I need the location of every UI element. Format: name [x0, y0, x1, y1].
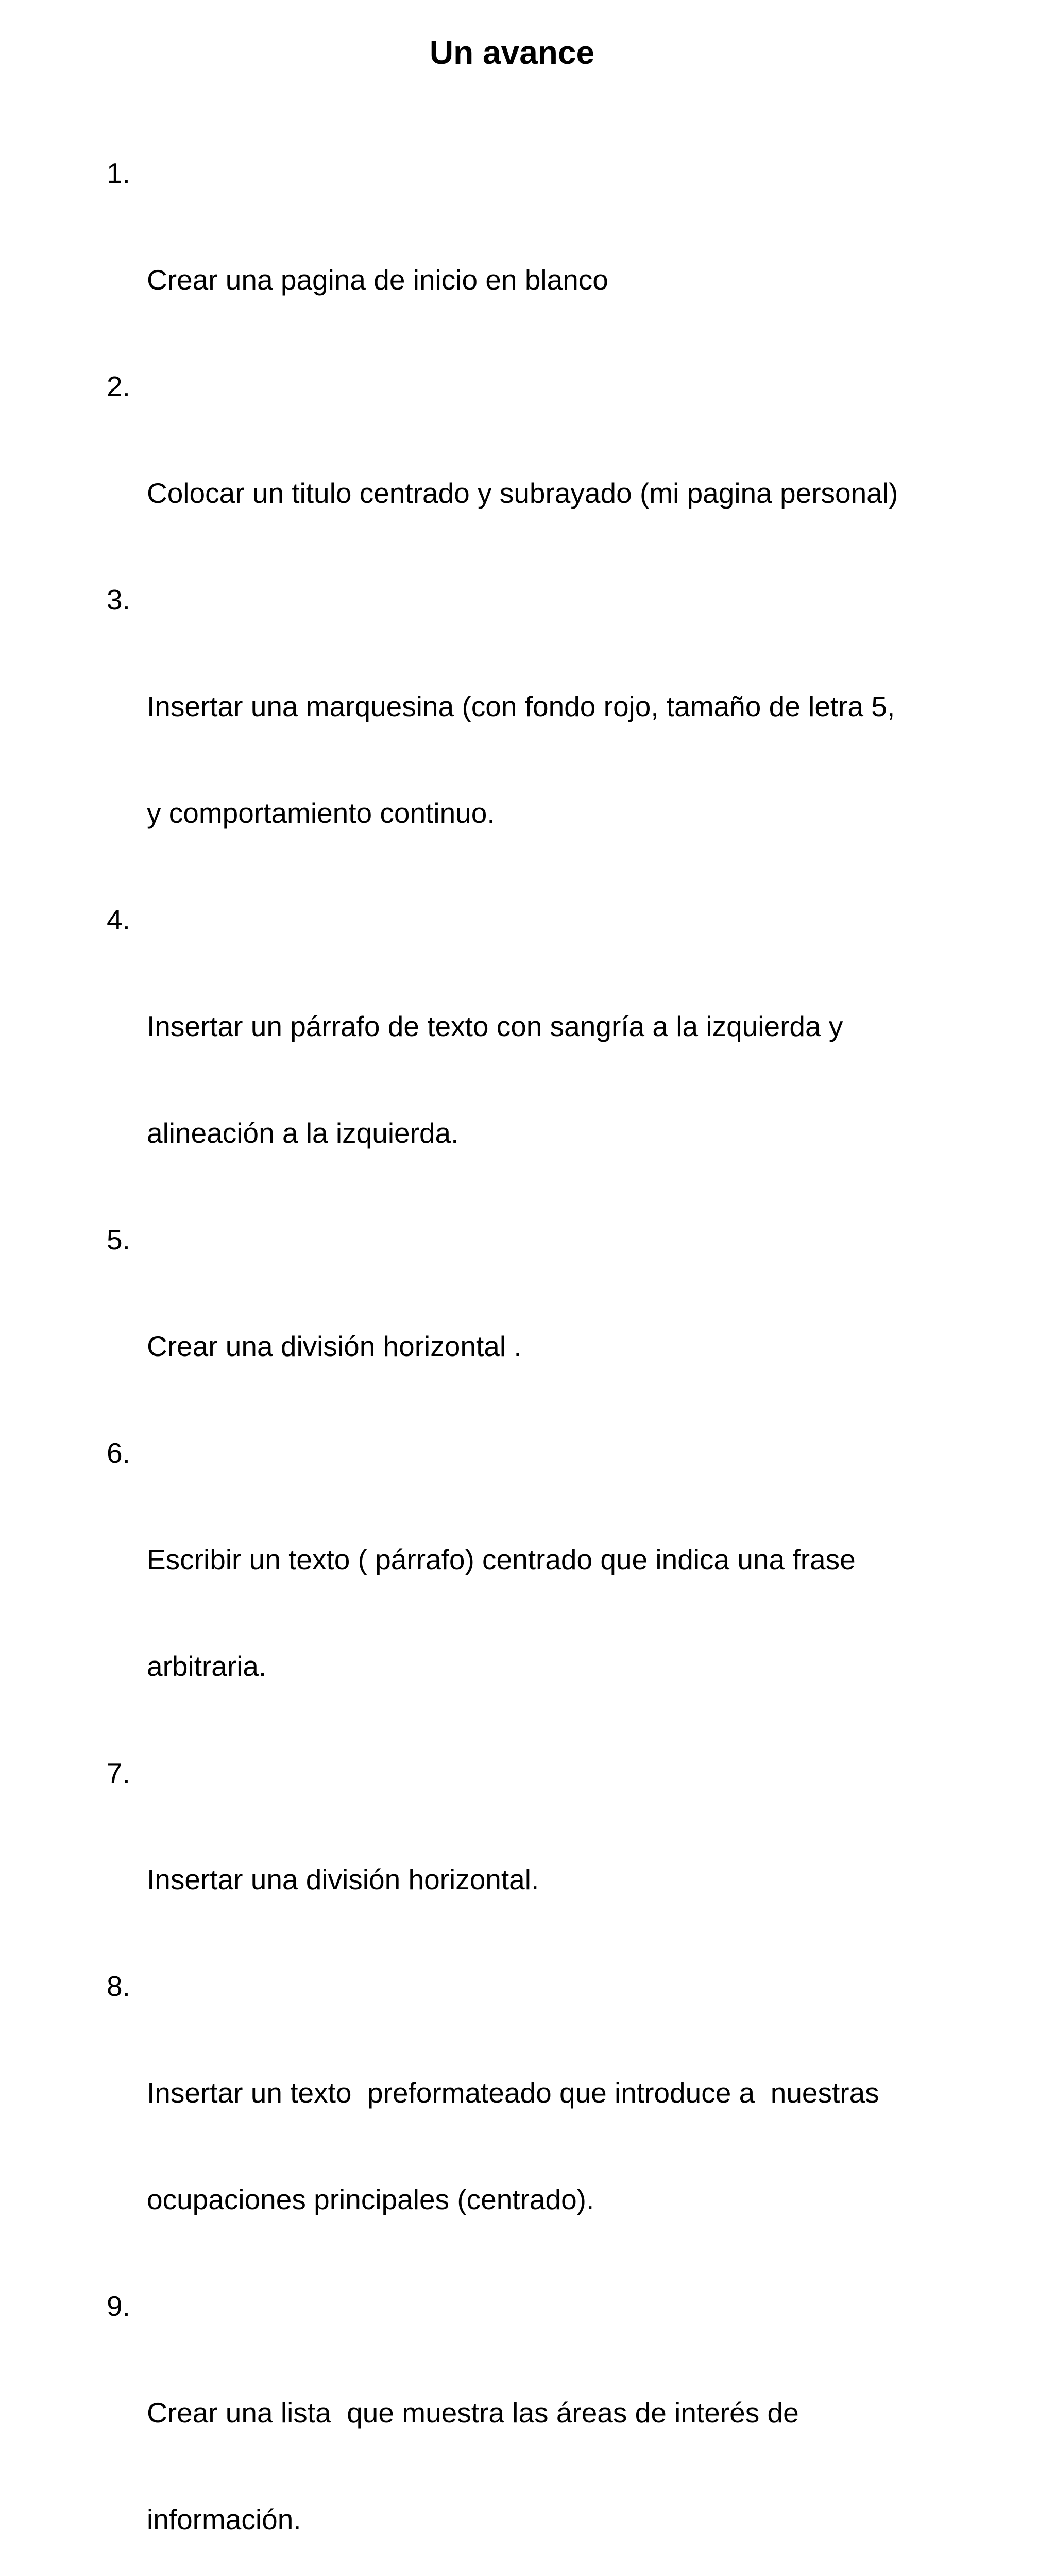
task-list	[107, 156, 982, 2576]
list-item-text: Colocar un titulo centrado y subrayado (mi pagina personal)	[147, 477, 898, 509]
list-item	[107, 156, 982, 369]
list-item-number: 6.	[107, 1437, 130, 1469]
list-item-text-continued: alineación a la izquierda.	[147, 1117, 459, 1149]
list-item-number: 8.	[107, 1970, 130, 2002]
list-item-text: Insertar un párrafo de texto con sangría a la izquierda y	[147, 1010, 843, 1042]
list-item	[107, 1222, 982, 1435]
list-item-text: Crear una lista que muestra las áreas de interés de	[147, 2397, 799, 2429]
list-item-text: Insertar una división horizontal.	[147, 1863, 539, 1895]
list-item-text-continued: ocupaciones principales (centrado).	[147, 2183, 594, 2215]
list-item	[107, 902, 982, 1222]
list-item-number: 9.	[107, 2290, 130, 2322]
list-item-text-continued: arbitraria.	[147, 1650, 267, 1682]
list-item	[107, 582, 982, 902]
list-item-text-continued: y comportamiento continuo.	[147, 797, 495, 829]
list-item	[107, 369, 982, 582]
list-item-text: Crear una pagina de inicio en blanco	[147, 264, 608, 296]
slide-title: Un avance	[429, 34, 595, 71]
list-item	[107, 1969, 982, 2289]
list-item-text: Crear una división horizontal .	[147, 1330, 522, 1362]
list-item	[107, 1435, 982, 1755]
list-item-text: Insertar una marquesina (con fondo rojo, tamaño de letra 5,	[147, 690, 895, 722]
list-item-number: 4.	[107, 904, 130, 936]
list-item-number: 7.	[107, 1757, 130, 1789]
list-item-number: 2.	[107, 370, 130, 402]
list-item-number: 1.	[107, 157, 130, 189]
list-item-number: 3.	[107, 584, 130, 616]
list-item-text: Escribir un texto ( párrafo) centrado que indica una frase	[147, 1544, 856, 1575]
list-item-text: Insertar un texto preformateado que introduce a nuestras	[147, 2077, 879, 2109]
list-item	[107, 2289, 982, 2576]
list-item-text-continued: información.	[147, 2503, 301, 2535]
list-item-number: 5.	[107, 1224, 130, 1256]
list-item	[107, 1755, 982, 1969]
